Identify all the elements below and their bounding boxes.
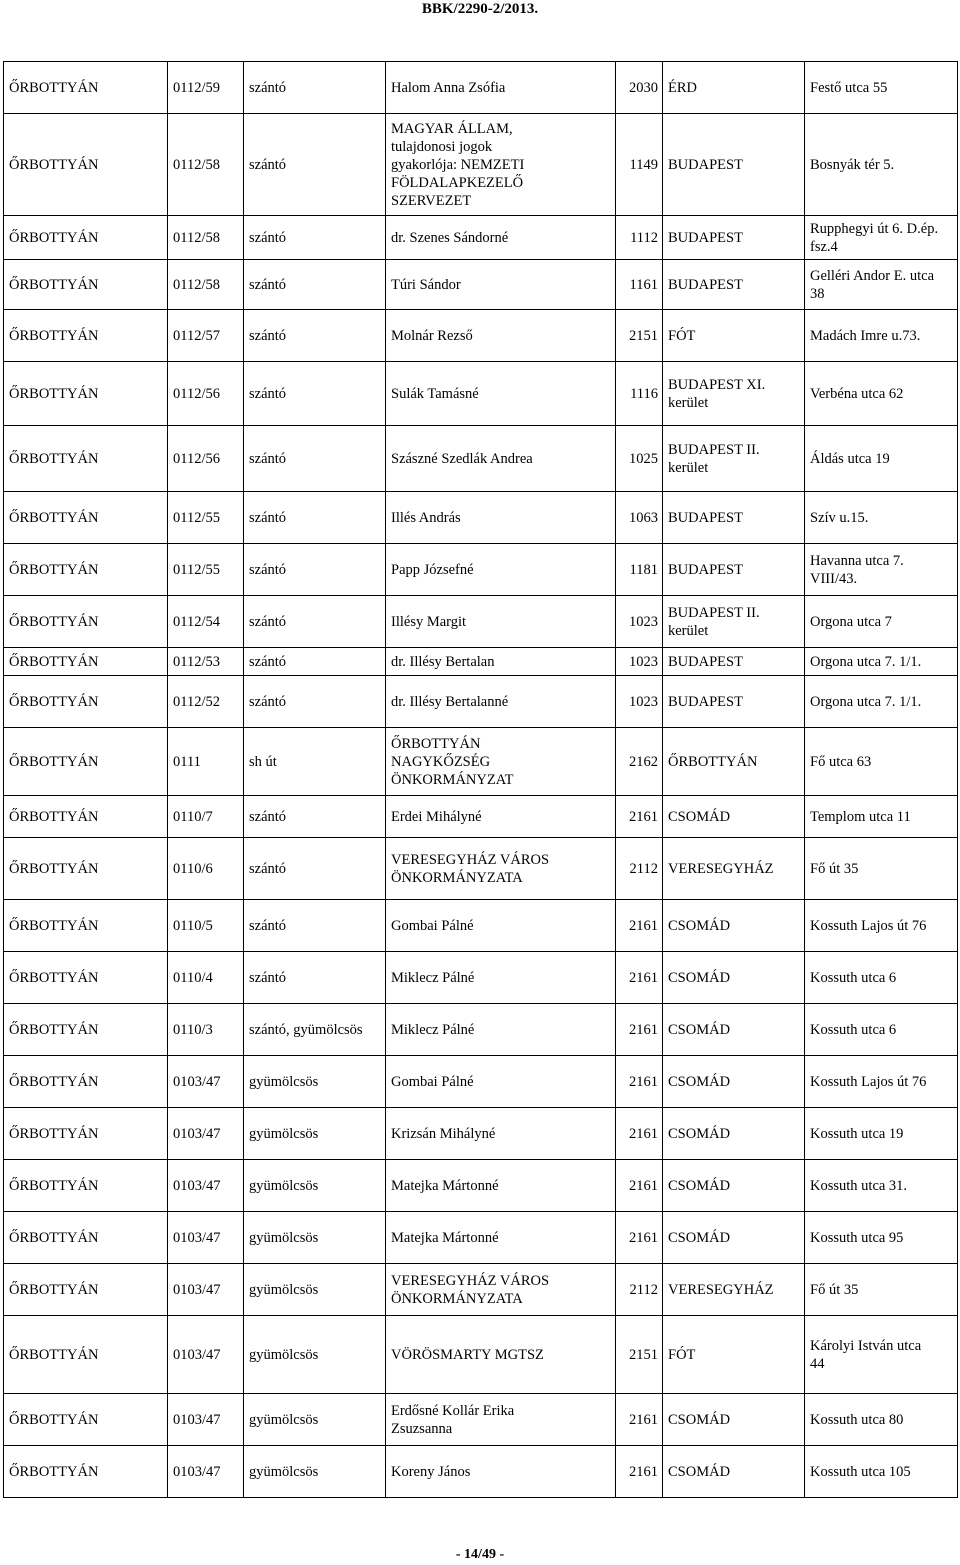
table-row <box>4 1004 958 1056</box>
cell-city: FÓT <box>663 1316 805 1394</box>
cell-postal-code: 2161 <box>616 1394 663 1446</box>
cell-owner-name: Matejka Mártonné <box>386 1212 616 1264</box>
cell-postal-code: 1161 <box>616 260 663 310</box>
cell-cultivation: gyümölcsös <box>244 1264 386 1316</box>
cell-cultivation: gyümölcsös <box>244 1394 386 1446</box>
cell-parcel-number: 0111 <box>168 728 244 796</box>
cell-cultivation: gyümölcsös <box>244 1316 386 1394</box>
table-row <box>4 1316 958 1394</box>
cell-city: CSOMÁD <box>663 1056 805 1108</box>
cell-cultivation: szántó <box>244 216 386 260</box>
cell-city: ÉRD <box>663 62 805 114</box>
cell-owner-name: Krizsán Mihályné <box>386 1108 616 1160</box>
table-row <box>4 648 958 676</box>
table-row <box>4 1446 958 1498</box>
cell-settlement: ŐRBOTTYÁN <box>4 260 168 310</box>
page-number: - 14/49 - <box>455 1547 505 1562</box>
cell-parcel-number: 0112/55 <box>168 492 244 544</box>
cell-parcel-number: 0112/58 <box>168 260 244 310</box>
cell-parcel-number: 0103/47 <box>168 1316 244 1394</box>
cell-owner-name: Miklecz Pálné <box>386 1004 616 1056</box>
cell-cultivation: szántó <box>244 544 386 596</box>
cell-settlement: ŐRBOTTYÁN <box>4 310 168 362</box>
cell-city: VERESEGYHÁZ <box>663 1264 805 1316</box>
cell-settlement: ŐRBOTTYÁN <box>4 1108 168 1160</box>
cell-address: Kossuth utca 31. <box>805 1160 958 1212</box>
cell-postal-code: 1023 <box>616 648 663 676</box>
table-row <box>4 838 958 900</box>
table-row <box>4 492 958 544</box>
cell-postal-code: 1023 <box>616 596 663 648</box>
cell-city: BUDAPEST <box>663 260 805 310</box>
table-row <box>4 728 958 796</box>
cell-address: Fő út 35 <box>805 838 958 900</box>
table-row <box>4 900 958 952</box>
cell-owner-name: Matejka Mártonné <box>386 1160 616 1212</box>
cell-cultivation: szántó, gyümölcsös <box>244 1004 386 1056</box>
cell-address: Bosnyák tér 5. <box>805 114 958 216</box>
table-row <box>4 596 958 648</box>
cell-address: Madách Imre u.73. <box>805 310 958 362</box>
cell-parcel-number: 0103/47 <box>168 1446 244 1498</box>
cell-owner-name: Molnár Rezső <box>386 310 616 362</box>
cell-address: Verbéna utca 62 <box>805 362 958 426</box>
cell-cultivation: gyümölcsös <box>244 1108 386 1160</box>
table-row <box>4 1160 958 1212</box>
table-row <box>4 362 958 426</box>
cell-settlement: ŐRBOTTYÁN <box>4 838 168 900</box>
cell-owner-name: VERESEGYHÁZ VÁROS ÖNKORMÁNYZATA <box>386 1264 616 1316</box>
cell-cultivation: szántó <box>244 260 386 310</box>
cell-city: BUDAPEST <box>663 492 805 544</box>
cell-settlement: ŐRBOTTYÁN <box>4 544 168 596</box>
table-row <box>4 62 958 114</box>
cell-postal-code: 2161 <box>616 952 663 1004</box>
cell-cultivation: szántó <box>244 900 386 952</box>
cell-settlement: ŐRBOTTYÁN <box>4 596 168 648</box>
cell-owner-name: Gombai Pálné <box>386 900 616 952</box>
table-row <box>4 426 958 492</box>
cell-address: Havanna utca 7. VIII/43. <box>805 544 958 596</box>
cell-owner-name: Gombai Pálné <box>386 1056 616 1108</box>
cell-settlement: ŐRBOTTYÁN <box>4 1264 168 1316</box>
cell-cultivation: szántó <box>244 114 386 216</box>
table-row <box>4 260 958 310</box>
cell-city: BUDAPEST <box>663 676 805 728</box>
cell-cultivation: szántó <box>244 596 386 648</box>
cell-city: CSOMÁD <box>663 1394 805 1446</box>
cell-parcel-number: 0112/53 <box>168 648 244 676</box>
cell-city: CSOMÁD <box>663 952 805 1004</box>
cell-cultivation: szántó <box>244 952 386 1004</box>
cell-parcel-number: 0112/57 <box>168 310 244 362</box>
cell-parcel-number: 0110/7 <box>168 796 244 838</box>
cell-parcel-number: 0103/47 <box>168 1394 244 1446</box>
cell-city: CSOMÁD <box>663 1446 805 1498</box>
cell-city: VERESEGYHÁZ <box>663 838 805 900</box>
table-row <box>4 1056 958 1108</box>
cell-city: BUDAPEST II. kerület <box>663 596 805 648</box>
cell-postal-code: 2161 <box>616 1004 663 1056</box>
cell-address: Károlyi István utca 44 <box>805 1316 958 1394</box>
cell-owner-name: dr. Szenes Sándorné <box>386 216 616 260</box>
document-id: BBK/2290-2/2013. <box>421 1 539 17</box>
cell-city: CSOMÁD <box>663 900 805 952</box>
table-row <box>4 1212 958 1264</box>
cell-cultivation: szántó <box>244 426 386 492</box>
cell-settlement: ŐRBOTTYÁN <box>4 1446 168 1498</box>
cell-address: Fő utca 63 <box>805 728 958 796</box>
cell-owner-name: dr. Illésy Bertalan <box>386 648 616 676</box>
table-row <box>4 216 958 260</box>
cell-settlement: ŐRBOTTYÁN <box>4 952 168 1004</box>
cell-settlement: ŐRBOTTYÁN <box>4 1160 168 1212</box>
cell-parcel-number: 0112/59 <box>168 62 244 114</box>
cell-address: Orgona utca 7. 1/1. <box>805 648 958 676</box>
cell-postal-code: 2151 <box>616 310 663 362</box>
cell-address: Gelléri Andor E. utca 38 <box>805 260 958 310</box>
cell-cultivation: szántó <box>244 62 386 114</box>
cell-city: CSOMÁD <box>663 796 805 838</box>
cell-settlement: ŐRBOTTYÁN <box>4 1056 168 1108</box>
cell-address: Templom utca 11 <box>805 796 958 838</box>
cell-city: BUDAPEST II. kerület <box>663 426 805 492</box>
cell-address: Kossuth utca 105 <box>805 1446 958 1498</box>
cell-postal-code: 1112 <box>616 216 663 260</box>
cell-postal-code: 2161 <box>616 900 663 952</box>
cell-address: Rupphegyi út 6. D.ép. fsz.4 <box>805 216 958 260</box>
cell-cultivation: szántó <box>244 648 386 676</box>
table-row <box>4 796 958 838</box>
table-body <box>4 62 958 1498</box>
cell-settlement: ŐRBOTTYÁN <box>4 62 168 114</box>
cell-settlement: ŐRBOTTYÁN <box>4 114 168 216</box>
cell-parcel-number: 0112/58 <box>168 216 244 260</box>
cell-owner-name: Erdősné Kollár Erika Zsuzsanna <box>386 1394 616 1446</box>
cell-address: Kossuth utca 95 <box>805 1212 958 1264</box>
cell-parcel-number: 0112/54 <box>168 596 244 648</box>
cell-owner-name: Illés András <box>386 492 616 544</box>
cell-settlement: ŐRBOTTYÁN <box>4 728 168 796</box>
cell-address: Kossuth utca 19 <box>805 1108 958 1160</box>
table-row <box>4 952 958 1004</box>
cell-parcel-number: 0103/47 <box>168 1212 244 1264</box>
cell-cultivation: gyümölcsös <box>244 1212 386 1264</box>
cell-settlement: ŐRBOTTYÁN <box>4 900 168 952</box>
document-header <box>0 0 960 26</box>
cell-parcel-number: 0110/5 <box>168 900 244 952</box>
cell-address: Orgona utca 7 <box>805 596 958 648</box>
cell-address: Kossuth Lajos út 76 <box>805 1056 958 1108</box>
cell-settlement: ŐRBOTTYÁN <box>4 1004 168 1056</box>
cell-owner-name: dr. Illésy Bertalanné <box>386 676 616 728</box>
cell-owner-name: Illésy Margit <box>386 596 616 648</box>
cell-owner-name: ŐRBOTTYÁN NAGYKŐZSÉG ÖNKORMÁNYZAT <box>386 728 616 796</box>
table-row <box>4 310 958 362</box>
cell-postal-code: 1025 <box>616 426 663 492</box>
cell-cultivation: gyümölcsös <box>244 1160 386 1212</box>
cell-owner-name: Szászné Szedlák Andrea <box>386 426 616 492</box>
table-row <box>4 544 958 596</box>
cell-city: BUDAPEST <box>663 648 805 676</box>
cell-postal-code: 1149 <box>616 114 663 216</box>
cell-city: CSOMÁD <box>663 1108 805 1160</box>
cell-cultivation: gyümölcsös <box>244 1446 386 1498</box>
cell-postal-code: 2030 <box>616 62 663 114</box>
cell-owner-name: Túri Sándor <box>386 260 616 310</box>
table-row <box>4 1394 958 1446</box>
cell-city: CSOMÁD <box>663 1160 805 1212</box>
cell-cultivation: szántó <box>244 310 386 362</box>
cell-postal-code: 2161 <box>616 796 663 838</box>
cell-parcel-number: 0110/4 <box>168 952 244 1004</box>
cell-owner-name: VÖRÖSMARTY MGTSZ <box>386 1316 616 1394</box>
cell-address: Kossuth utca 6 <box>805 952 958 1004</box>
cell-postal-code: 2161 <box>616 1446 663 1498</box>
cell-postal-code: 2161 <box>616 1160 663 1212</box>
cell-address: Szív u.15. <box>805 492 958 544</box>
cell-postal-code: 2151 <box>616 1316 663 1394</box>
cell-parcel-number: 0112/58 <box>168 114 244 216</box>
cell-parcel-number: 0103/47 <box>168 1056 244 1108</box>
cell-address: Áldás utca 19 <box>805 426 958 492</box>
cell-settlement: ŐRBOTTYÁN <box>4 426 168 492</box>
cell-city: ŐRBOTTYÁN <box>663 728 805 796</box>
cell-owner-name: Papp Józsefné <box>386 544 616 596</box>
cell-postal-code: 2112 <box>616 838 663 900</box>
table-row <box>4 1264 958 1316</box>
cell-settlement: ŐRBOTTYÁN <box>4 1394 168 1446</box>
cell-parcel-number: 0103/47 <box>168 1264 244 1316</box>
cell-postal-code: 2162 <box>616 728 663 796</box>
cell-parcel-number: 0112/52 <box>168 676 244 728</box>
cell-parcel-number: 0103/47 <box>168 1160 244 1212</box>
cell-settlement: ŐRBOTTYÁN <box>4 648 168 676</box>
cell-settlement: ŐRBOTTYÁN <box>4 362 168 426</box>
cell-settlement: ŐRBOTTYÁN <box>4 1212 168 1264</box>
cell-owner-name: Halom Anna Zsófia <box>386 62 616 114</box>
cell-address: Fő út 35 <box>805 1264 958 1316</box>
table-row <box>4 676 958 728</box>
cell-parcel-number: 0110/3 <box>168 1004 244 1056</box>
cell-postal-code: 2161 <box>616 1056 663 1108</box>
cell-cultivation: sh út <box>244 728 386 796</box>
cell-postal-code: 1023 <box>616 676 663 728</box>
cell-settlement: ŐRBOTTYÁN <box>4 1316 168 1394</box>
cell-city: FÓT <box>663 310 805 362</box>
land-ownership-table <box>3 61 958 1498</box>
cell-address: Kossuth utca 80 <box>805 1394 958 1446</box>
cell-city: BUDAPEST <box>663 544 805 596</box>
cell-address: Kossuth Lajos út 76 <box>805 900 958 952</box>
cell-city: BUDAPEST <box>663 114 805 216</box>
cell-owner-name: Miklecz Pálné <box>386 952 616 1004</box>
cell-address: Orgona utca 7. 1/1. <box>805 676 958 728</box>
cell-settlement: ŐRBOTTYÁN <box>4 492 168 544</box>
cell-cultivation: szántó <box>244 838 386 900</box>
cell-cultivation: szántó <box>244 676 386 728</box>
cell-parcel-number: 0112/56 <box>168 362 244 426</box>
cell-parcel-number: 0103/47 <box>168 1108 244 1160</box>
cell-city: BUDAPEST <box>663 216 805 260</box>
cell-settlement: ŐRBOTTYÁN <box>4 676 168 728</box>
cell-settlement: ŐRBOTTYÁN <box>4 796 168 838</box>
page-footer <box>0 1547 960 1565</box>
cell-postal-code: 2112 <box>616 1264 663 1316</box>
cell-parcel-number: 0112/56 <box>168 426 244 492</box>
cell-city: BUDAPEST XI. kerület <box>663 362 805 426</box>
cell-parcel-number: 0112/55 <box>168 544 244 596</box>
table-row <box>4 1108 958 1160</box>
cell-address: Kossuth utca 6 <box>805 1004 958 1056</box>
cell-parcel-number: 0110/6 <box>168 838 244 900</box>
cell-owner-name: Sulák Tamásné <box>386 362 616 426</box>
cell-cultivation: gyümölcsös <box>244 1056 386 1108</box>
cell-postal-code: 1181 <box>616 544 663 596</box>
cell-cultivation: szántó <box>244 492 386 544</box>
cell-owner-name: VERESEGYHÁZ VÁROS ÖNKORMÁNYZATA <box>386 838 616 900</box>
cell-postal-code: 2161 <box>616 1108 663 1160</box>
cell-city: CSOMÁD <box>663 1004 805 1056</box>
cell-owner-name: MAGYAR ÁLLAM, tulajdonosi jogok gyakorlója: NEMZETI FÖLDALAPKEZELŐ SZERVEZET <box>386 114 616 216</box>
cell-postal-code: 1063 <box>616 492 663 544</box>
cell-owner-name: Koreny János <box>386 1446 616 1498</box>
cell-address: Festő utca 55 <box>805 62 958 114</box>
cell-settlement: ŐRBOTTYÁN <box>4 216 168 260</box>
cell-cultivation: szántó <box>244 796 386 838</box>
cell-postal-code: 1116 <box>616 362 663 426</box>
table-row <box>4 114 958 216</box>
cell-city: CSOMÁD <box>663 1212 805 1264</box>
cell-cultivation: szántó <box>244 362 386 426</box>
cell-owner-name: Erdei Mihályné <box>386 796 616 838</box>
cell-postal-code: 2161 <box>616 1212 663 1264</box>
